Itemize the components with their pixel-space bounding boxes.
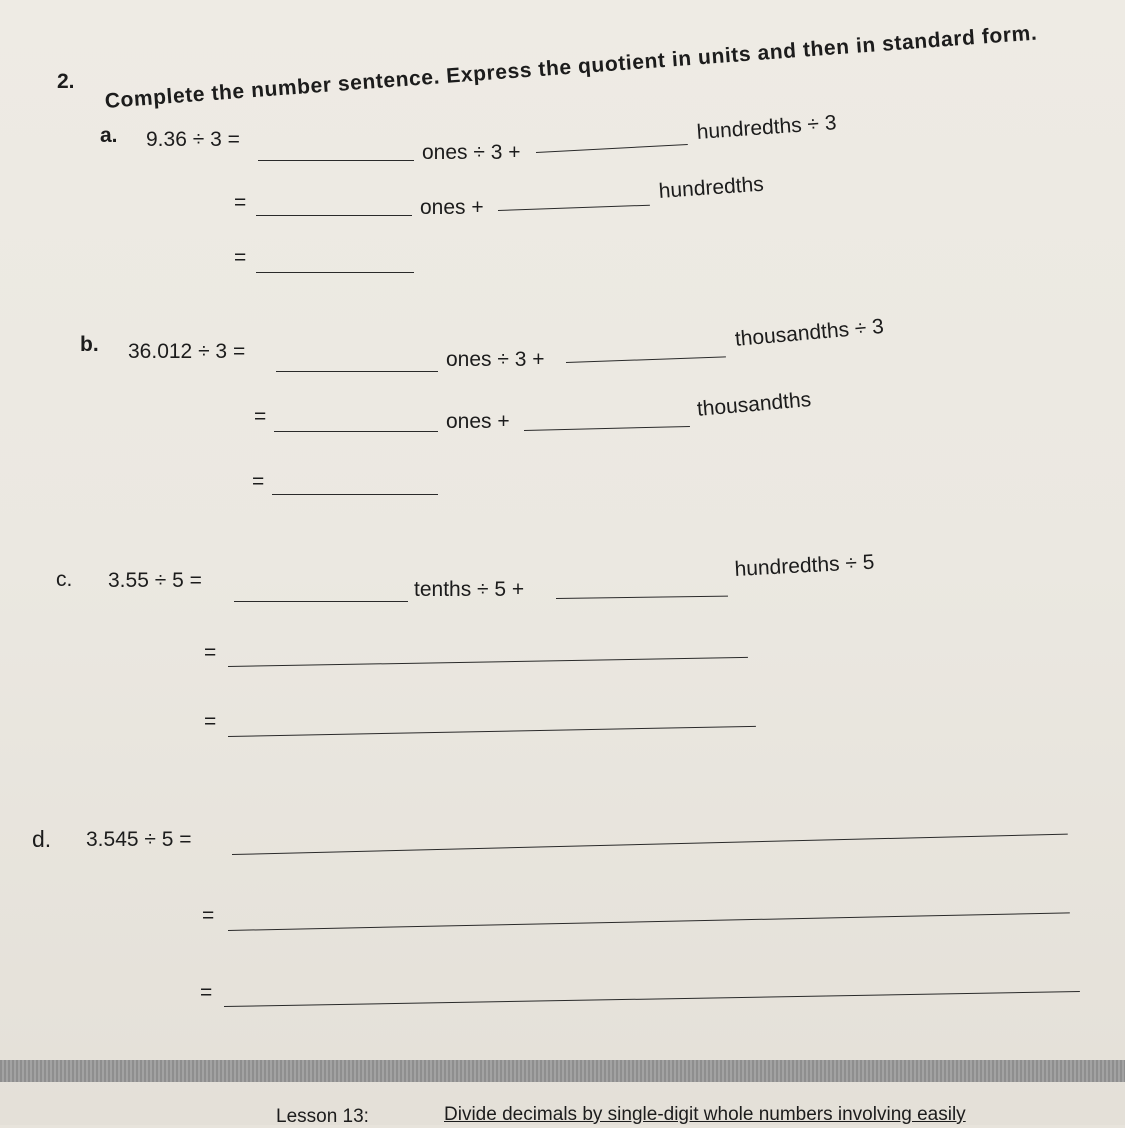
part-b-blank-ones-2[interactable]	[274, 431, 438, 432]
part-b-expression: 36.012 ÷ 3 =	[128, 340, 246, 363]
part-b-blank-thousandths-2[interactable]	[524, 426, 690, 431]
part-a-blank-hundredths-2[interactable]	[498, 205, 650, 211]
part-c-blank-answer[interactable]	[228, 726, 756, 737]
part-a-label: a.	[100, 124, 118, 147]
part-b-line2-end: thousandths	[696, 388, 813, 421]
part-b-label: b.	[80, 333, 99, 356]
part-d-blank-1[interactable]	[232, 834, 1068, 855]
part-b-line2-mid: ones +	[446, 410, 510, 433]
part-c-line2-equals: =	[204, 641, 217, 664]
part-b-line1-end: thousandths ÷ 3	[734, 314, 885, 351]
part-a-blank-ones-1[interactable]	[258, 160, 414, 161]
part-a-expression: 9.36 ÷ 3 =	[146, 128, 240, 151]
part-b-line1-mid: ones ÷ 3 +	[446, 348, 545, 371]
part-c-line1-end: hundredths ÷ 5	[734, 550, 875, 581]
part-b-line2-equals: =	[254, 405, 267, 428]
part-d-line3-equals: =	[200, 981, 213, 1004]
part-a-line2-mid: ones +	[420, 196, 484, 219]
part-a-line2-end: hundredths	[658, 172, 765, 203]
part-a-blank-answer[interactable]	[256, 272, 414, 273]
footer-divider-band	[0, 1060, 1125, 1082]
footer-lesson: Lesson 13:	[276, 1106, 369, 1127]
part-c-expression: 3.55 ÷ 5 =	[108, 569, 202, 592]
part-a-blank-hundredths-1[interactable]	[536, 144, 688, 153]
part-b-line3-equals: =	[252, 470, 265, 493]
part-a-line3-equals: =	[234, 246, 247, 269]
part-d-line2-equals: =	[202, 904, 215, 927]
part-a-line2-equals: =	[234, 191, 247, 214]
problem-instruction: Complete the number sentence. Express the quotient in units and then in standard form.	[104, 21, 1039, 113]
part-a-line1-end: hundredths ÷ 3	[696, 111, 838, 144]
part-c-blank-units[interactable]	[228, 657, 748, 667]
part-b-blank-answer[interactable]	[272, 494, 438, 495]
part-c-label: c.	[56, 568, 73, 591]
part-a-line1-mid: ones ÷ 3 +	[422, 141, 521, 164]
part-c-line1-mid: tenths ÷ 5 +	[414, 578, 525, 601]
problem-number: 2.	[57, 70, 75, 93]
part-c-blank-hundredths[interactable]	[556, 596, 728, 599]
part-d-label: d.	[32, 826, 52, 852]
part-d-blank-3[interactable]	[224, 991, 1080, 1007]
part-c-blank-tenths[interactable]	[234, 601, 408, 602]
part-a-blank-ones-2[interactable]	[256, 215, 412, 216]
part-d-expression: 3.545 ÷ 5 =	[86, 828, 192, 851]
part-b-blank-ones-1[interactable]	[276, 371, 438, 372]
part-d-blank-2[interactable]	[228, 912, 1070, 931]
part-c-line3-equals: =	[204, 710, 217, 733]
footer-description: Divide decimals by single-digit whole numbers involving easily	[444, 1104, 966, 1125]
part-b-blank-thousandths-1[interactable]	[566, 356, 726, 363]
